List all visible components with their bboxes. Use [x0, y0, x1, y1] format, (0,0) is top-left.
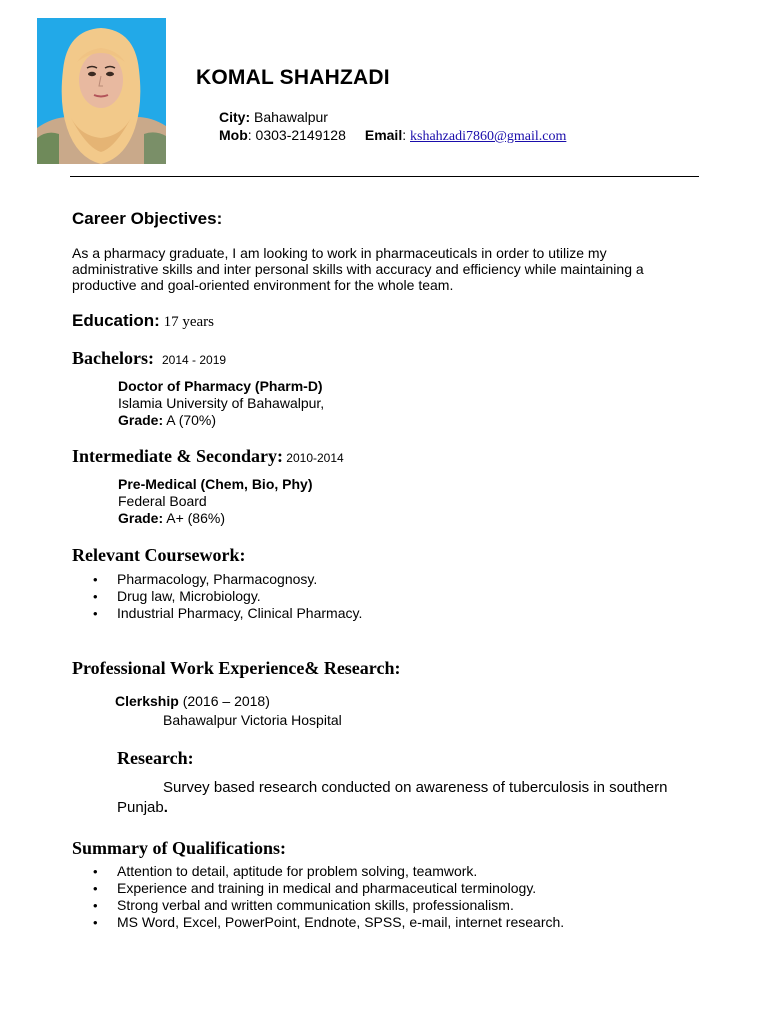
- research-text-line: Survey based research conducted on awareness of tuberculosis in southern: [163, 779, 668, 796]
- list-item: • Attention to detail, aptitude for problem solving, teamwork.: [72, 863, 712, 880]
- research-text-end: Punjab: [117, 799, 164, 816]
- bachelors-grade: [118, 412, 324, 428]
- header-divider: [70, 176, 699, 177]
- intermediate-grade: [118, 510, 312, 526]
- education-heading: Education:: [72, 311, 160, 330]
- research-text-line-2: [117, 799, 168, 816]
- grade-label: Grade:: [118, 412, 164, 428]
- mobile-value: : 0303-2149128: [247, 127, 346, 143]
- bachelors-dates: 2014 - 2019: [161, 353, 227, 367]
- email-separator: :: [402, 127, 410, 143]
- bachelors-degree: Doctor of Pharmacy (Pharm-D): [118, 378, 323, 394]
- summary-heading: Summary of Qualifications:: [72, 838, 286, 858]
- bachelors-heading-line: [72, 348, 226, 369]
- list-item: • Strong verbal and written communication skills, professionalism.: [72, 897, 712, 914]
- career-text-line: administrative skills and inter personal skills with accuracy and efficiency while maintaining a: [72, 261, 644, 277]
- coursework-heading: Relevant Coursework:: [72, 545, 246, 565]
- career-text-line: As a pharmacy graduate, I am looking to work in pharmaceuticals in order to utilize my: [72, 245, 607, 261]
- clerkship-line: [115, 693, 270, 709]
- bachelors-institute: Islamia University of Bahawalpur,: [118, 395, 325, 411]
- grade-value: A (70%): [163, 412, 217, 428]
- bachelors-details: [118, 378, 324, 428]
- coursework-list: [72, 571, 692, 622]
- intermediate-heading: Intermediate & Secondary:: [72, 446, 283, 466]
- career-objectives-heading: Career Objectives:: [72, 209, 223, 228]
- contact-line: [219, 127, 566, 145]
- research-heading: Research:: [117, 748, 194, 768]
- career-objectives-text: [72, 245, 644, 293]
- profile-photo: [37, 18, 166, 164]
- intermediate-program: Pre-Medical (Chem, Bio, Phy): [118, 476, 313, 492]
- clerkship-place: Bahawalpur Victoria Hospital: [163, 712, 342, 728]
- list-item: • Pharmacology, Pharmacognosy.: [72, 571, 692, 588]
- education-years: 17 years: [159, 314, 214, 330]
- bachelors-heading: Bachelors:: [72, 348, 154, 368]
- list-item: • MS Word, Excel, PowerPoint, Endnote, SPSS, e-mail, internet research.: [72, 914, 712, 931]
- intermediate-heading-line: [72, 446, 344, 467]
- career-text-line: productive and goal-oriented environment for the whole team.: [72, 277, 454, 293]
- education-heading-line: [72, 311, 214, 331]
- mobile-label: Mob: [219, 127, 248, 143]
- list-item: • Experience and training in medical and pharmaceutical terminology.: [72, 880, 712, 897]
- research-period: .: [163, 799, 168, 816]
- clerkship-label: Clerkship: [115, 693, 179, 709]
- email-label: Email: [364, 127, 403, 143]
- grade-value: A+ (86%): [163, 510, 225, 526]
- list-item: • Drug law, Microbiology.: [72, 588, 692, 605]
- email-link[interactable]: kshahzadi7860@gmail.com: [410, 129, 567, 144]
- clerkship-dates: (2016 – 2018): [178, 693, 270, 709]
- city-value: Bahawalpur: [250, 109, 328, 125]
- city-line: [219, 109, 328, 125]
- intermediate-details: [118, 476, 312, 526]
- grade-label: Grade:: [118, 510, 164, 526]
- candidate-name: KOMAL SHAHZADI: [196, 66, 390, 89]
- experience-heading: Professional Work Experience& Research:: [72, 658, 401, 678]
- list-item: • Industrial Pharmacy, Clinical Pharmacy.: [72, 605, 692, 622]
- intermediate-dates: 2010-2014: [282, 451, 344, 465]
- city-label: City:: [219, 109, 251, 125]
- summary-list: [72, 863, 712, 931]
- intermediate-board: Federal Board: [118, 493, 207, 509]
